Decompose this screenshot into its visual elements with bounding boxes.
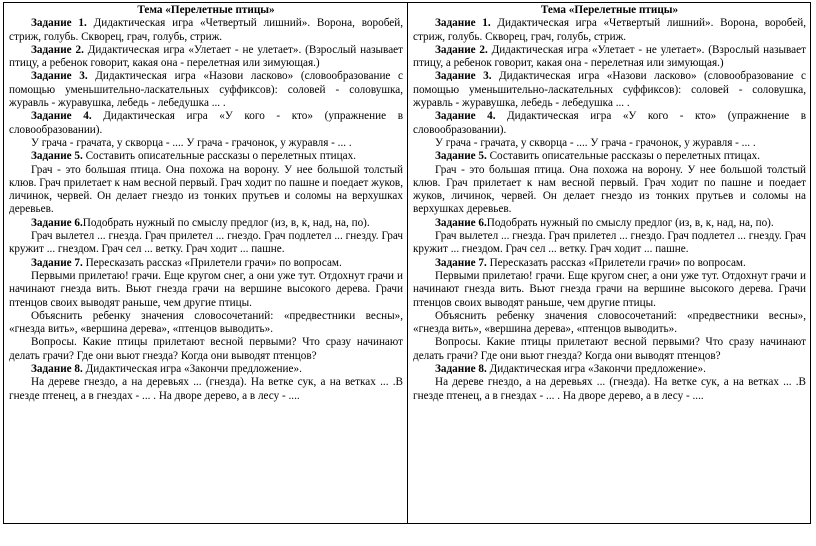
task-label: Задание 5.	[31, 150, 83, 163]
task-text: Грач - это большая птица. Она похожа на ворону. У нее большой толстый клюв. Грач прилетает к нам весной первый. Грач ходит по пашне и поедает жуков, личинок, червей. Он делает гнездо из тонких прутьев и соломы на верхушках деревьев.	[9, 163, 403, 216]
task-paragraph	[9, 44, 403, 71]
task-text: На дереве гнездо, а на деревьях ... (гнезда). На ветке сук, а на ветках ... .В гнезде птенец, а в гнездах - ... . На дворе дерево, а в лесу - ....	[413, 376, 806, 402]
task-paragraph	[9, 217, 403, 230]
task-text: Дидактическая игра «У кого - кто» (упражнение в словообразовании).	[413, 110, 806, 136]
text-paragraph	[413, 376, 806, 403]
task-label: Задание 6.	[31, 216, 83, 229]
task-paragraph	[413, 217, 806, 230]
task-text: Дидактическая игра «Назови ласково» (словообразование с помощью уменьшительно-ласкательных суффиксов): соловей - соловушка, журавль - журавушка, лебедь - лебедушка ... .	[413, 70, 807, 110]
task-paragraph	[9, 110, 403, 137]
task-text: Дидактическая игра «Четвертый лишний». Ворона, воробей, стриж, голубь. Скворец, грач, голубь, стриж.	[413, 17, 807, 43]
task-label: Задание 8.	[31, 363, 83, 376]
task-paragraph	[413, 44, 806, 71]
task-paragraph	[413, 70, 806, 110]
text-paragraph	[413, 137, 806, 150]
task-label: Задание 4.	[435, 110, 496, 123]
text-paragraph	[9, 336, 403, 363]
task-label: Задание 2.	[31, 43, 84, 56]
column-title: Тема «Перелетные птицы»	[540, 4, 679, 16]
text-paragraph	[9, 310, 403, 337]
task-label: Задание 8.	[435, 363, 487, 376]
task-text: На дереве гнездо, а на деревьях ... (гнезда). На ветке сук, а на ветках ... .В гнезде птенец, а в гнездах - ... . На дворе дерево, а в лесу - ....	[9, 376, 403, 402]
task-paragraph	[9, 363, 403, 376]
task-text: Грач вылетел ... гнезда. Грач прилетел ... гнездо. Грач подлетел ... гнезду. Грач кружит ... гнездом. Грач сел ... ветку. Грач ходит ... пашне.	[9, 230, 403, 256]
task-paragraph	[413, 150, 806, 163]
task-paragraph	[413, 110, 806, 137]
text-paragraph	[413, 336, 806, 363]
task-text: Пересказать рассказ «Прилетели грачи» по вопросам.	[82, 256, 342, 269]
worksheet-column-left	[4, 3, 407, 523]
task-text: Первыми прилетаю! грачи. Еще кругом снег, а они уже тут. Отдохнут грачи и начинают гнезда вить. Вьют гнезда грачи на вершине высокого дерева. Грачи птенцов своих выводят раньше, чем другие птицы.	[413, 269, 806, 309]
worksheet-table	[3, 2, 811, 524]
task-text: Дидактическая игра «Закончи предложение».	[82, 363, 302, 376]
task-text: Первыми прилетаю! грачи. Еще кругом снег, а они уже тут. Отдохнут грачи и начинают гнезда вить. Вьют гнезда грачи на вершине высокого дерева. Грачи птенцов своих выводят раньше, чем другие птицы.	[9, 269, 403, 309]
task-text: Подобрать нужный по смыслу предлог (из, в, к, над, на, по).	[486, 216, 774, 229]
task-text: У грача - грачата, у скворца - .... У грача - грачонок, у журавля - ... .	[31, 136, 352, 149]
task-paragraph	[9, 257, 403, 270]
task-paragraph	[413, 257, 806, 270]
worksheet-column-right	[407, 3, 810, 523]
text-paragraph	[413, 230, 806, 257]
column-title: Тема «Перелетные птицы»	[137, 4, 275, 16]
task-label: Задание 7.	[435, 256, 487, 269]
task-text: Грач - это большая птица. Она похожа на ворону. У нее большой толстый клюв. Грач прилетает к нам весной первый. Грач ходит по пашне и поедает жуков, личинок, червей. Он делает гнездо из тонких прутьев и соломы на верхушках деревьев.	[413, 163, 806, 216]
task-paragraph	[9, 70, 403, 110]
text-paragraph	[9, 270, 403, 310]
text-paragraph	[9, 230, 403, 257]
task-paragraph	[9, 150, 403, 163]
task-text: Составить описательные рассказы о перелетных птицах.	[486, 150, 760, 163]
task-text: Дидактическая игра «Назови ласково» (словообразование с помощью уменьшительно-ласкательных суффиксов): соловей - соловушка, журавль - журавушка, лебедь - лебедушка ... .	[9, 70, 404, 110]
task-text: Вопросы. Какие птицы прилетают весной первыми? Что сразу начинают делать грачи? Где они вьют гнезда? Когда они выводят птенцов?	[413, 336, 806, 362]
text-paragraph	[9, 137, 403, 150]
task-label: Задание 5.	[435, 150, 487, 163]
task-label: Задание 7.	[31, 256, 83, 269]
text-paragraph	[9, 164, 403, 217]
task-label: Задание 1.	[435, 17, 491, 30]
task-text: Подобрать нужный по смыслу предлог (из, в, к, над, на, по).	[82, 216, 370, 229]
task-text: Дидактическая игра «Улетает - не улетает». (Взрослый называет птицу, а ребенок говорит, какая она - перелетная или зимующая.)	[413, 43, 806, 70]
task-label: Задание 2.	[435, 43, 488, 56]
task-paragraph	[9, 17, 403, 44]
task-text: У грача - грачата, у скворца - .... У грача - грачонок, у журавля - ... .	[435, 136, 756, 149]
task-text: Объяснить ребенку значения словосочетаний: «предвестники весны», «гнезда вить», «вершина дерева», «птенцов выводить».	[9, 309, 403, 336]
task-paragraph	[413, 363, 806, 376]
task-text: Дидактическая игра «У кого - кто» (упражнение в словообразовании).	[9, 110, 403, 136]
task-text: Вопросы. Какие птицы прилетают весной первыми? Что сразу начинают делать грачи? Где они вьют гнезда? Когда они выводят птенцов?	[9, 336, 403, 362]
text-paragraph	[413, 164, 806, 217]
task-paragraph	[413, 17, 806, 44]
task-label: Задание 6.	[435, 216, 487, 229]
task-text: Пересказать рассказ «Прилетели грачи» по вопросам.	[486, 256, 746, 269]
task-text: Дидактическая игра «Улетает - не улетает». (Взрослый называет птицу, а ребенок говорит, какая она - перелетная или зимующая.)	[9, 43, 404, 70]
task-label: Задание 3.	[31, 70, 88, 83]
task-label: Задание 1.	[31, 17, 87, 30]
task-text: Составить описательные рассказы о перелетных птицах.	[82, 150, 356, 163]
task-text: Дидактическая игра «Четвертый лишний». Ворона, воробей, стриж, голубь. Скворец, грач, голубь, стриж.	[9, 17, 403, 43]
task-text: Объяснить ребенку значения словосочетаний: «предвестники весны», «гнезда вить», «вершина дерева», «птенцов выводить».	[413, 309, 806, 336]
task-text: Дидактическая игра «Закончи предложение».	[486, 363, 706, 376]
text-paragraph	[413, 310, 806, 337]
text-paragraph	[413, 270, 806, 310]
task-label: Задание 4.	[31, 110, 92, 123]
text-paragraph	[9, 376, 403, 403]
task-label: Задание 3.	[435, 70, 492, 83]
task-text: Грач вылетел ... гнезда. Грач прилетел ... гнездо. Грач подлетел ... гнезду. Грач кружит ... гнездом. Грач сел ... ветку. Грач ходит ... пашне.	[413, 230, 806, 256]
